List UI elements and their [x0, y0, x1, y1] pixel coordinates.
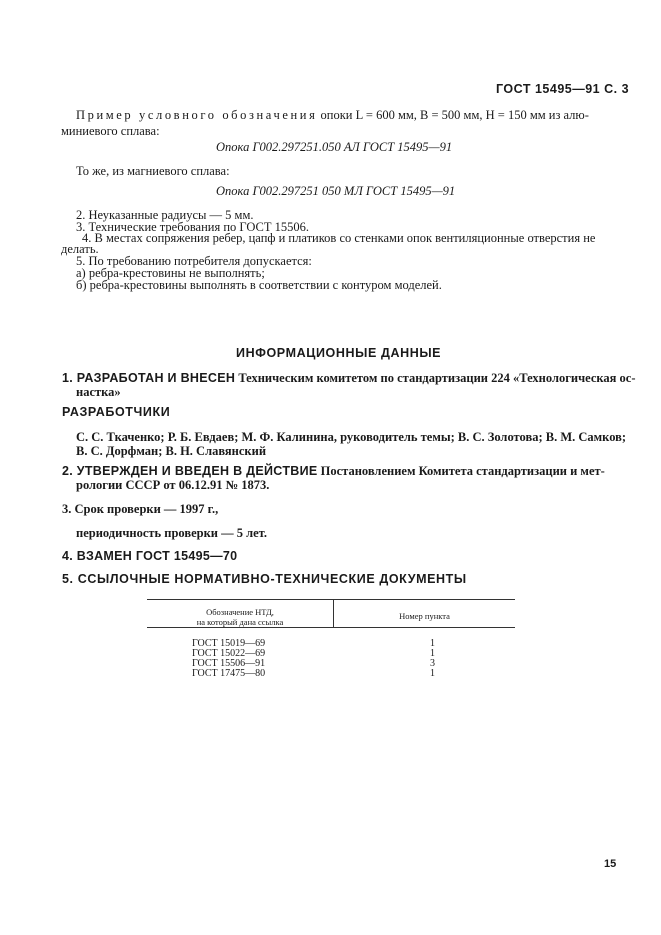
note-4-line-1: 4. В местах сопряжения ребер, цапф и платиков со стенками опок вентиляционные отверстия не [82, 231, 596, 245]
info-item-1-rest: Техническим комитетом по стандартизации 224 «Технологическая ос- [238, 371, 636, 385]
designation-aluminium: Опока Г002.297251.050 АЛ ГОСТ 15495—91 [216, 140, 453, 154]
document-reference: ГОСТ 15495—91 С. 3 [496, 82, 630, 96]
developers-line-1: С. С. Ткаченко; Р. Б. Евдаев; М. Ф. Калинина, руководитель темы; В. С. Золотова; В. М. Самков; [76, 430, 627, 444]
designation-magnesium: Опока Г002.297251 050 МЛ ГОСТ 15495—91 [216, 184, 456, 198]
note-5-b: б) ребра-крестовины выполнять в соответствии с контуром моделей. [76, 278, 442, 292]
table-row [192, 669, 265, 679]
example-label: Пример условного обозначения [76, 108, 318, 122]
info-item-4: 4. ВЗАМЕН ГОСТ 15495—70 [62, 549, 238, 563]
table-cell-doc: ГОСТ 15022—69 [192, 648, 266, 659]
table-top-border [147, 599, 515, 600]
info-item-1-head: 1. РАЗРАБОТАН И ВНЕСЕН [62, 371, 236, 385]
info-section-title: ИНФОРМАЦИОННЫЕ ДАННЫЕ [236, 346, 442, 360]
note-5: 5. По требованию потребителя допускается: [76, 254, 312, 268]
info-item-2-line-2: рологии СССР от 06.12.91 № 1873. [76, 478, 270, 492]
info-item-5: 5. ССЫЛОЧНЫЕ НОРМАТИВНО-ТЕХНИЧЕСКИЕ ДОКУМЕНТЫ [62, 572, 467, 586]
table-cell-item: 1 [430, 648, 435, 659]
table-row [430, 669, 435, 679]
table-cell-item: 3 [430, 658, 435, 669]
table-cell-item: 1 [430, 638, 435, 649]
example-line-2: миниевого сплава: [61, 124, 160, 138]
info-item-2-head: 2. УТВЕРЖДЕН И ВВЕДЕН В ДЕЙСТВИЕ [62, 464, 318, 478]
note-2: 2. Неуказанные радиусы — 5 мм. [76, 208, 254, 222]
note-3: 3. Технические требования по ГОСТ 15506. [76, 220, 309, 234]
info-item-2-rest: Постановлением Комитета стандартизации и мет- [320, 464, 605, 478]
note-4-line-2: делать. [61, 242, 99, 256]
table-cell-item: 1 [430, 668, 435, 679]
table-header-doc-line-1: Обозначение НТД, [206, 607, 274, 617]
info-item-2 [62, 464, 605, 479]
page-number: 15 [604, 858, 617, 870]
info-item-3-line-1: 3. Срок проверки — 1997 г., [62, 502, 219, 516]
info-item-3-line-2: периодичность проверки — 5 лет. [76, 526, 268, 540]
developers-line-2: В. С. Дорфман; В. Н. Славянский [76, 444, 267, 458]
example-line-1-rest: опоки L = 600 мм, B = 500 мм, H = 150 мм из алю- [320, 108, 589, 122]
table-header-border [147, 627, 515, 628]
table-header-doc [147, 607, 333, 627]
same-magnesium-line: То же, из магниевого сплава: [76, 164, 230, 178]
info-item-1-line-2: настка» [76, 385, 121, 399]
example-line-1 [76, 108, 589, 123]
info-item-1 [62, 371, 636, 386]
developers-heading: РАЗРАБОТЧИКИ [62, 405, 171, 419]
table-cell-doc: ГОСТ 15506—91 [192, 658, 266, 669]
table-cell-doc: ГОСТ 15019—69 [192, 638, 266, 649]
table-header-item: Номер пункта [399, 611, 450, 621]
note-5-a: а) ребра-крестовины не выполнять; [76, 266, 265, 280]
table-cell-doc: ГОСТ 17475—80 [192, 668, 266, 679]
table-header-doc-line-2: на который дана ссылка [196, 617, 284, 627]
